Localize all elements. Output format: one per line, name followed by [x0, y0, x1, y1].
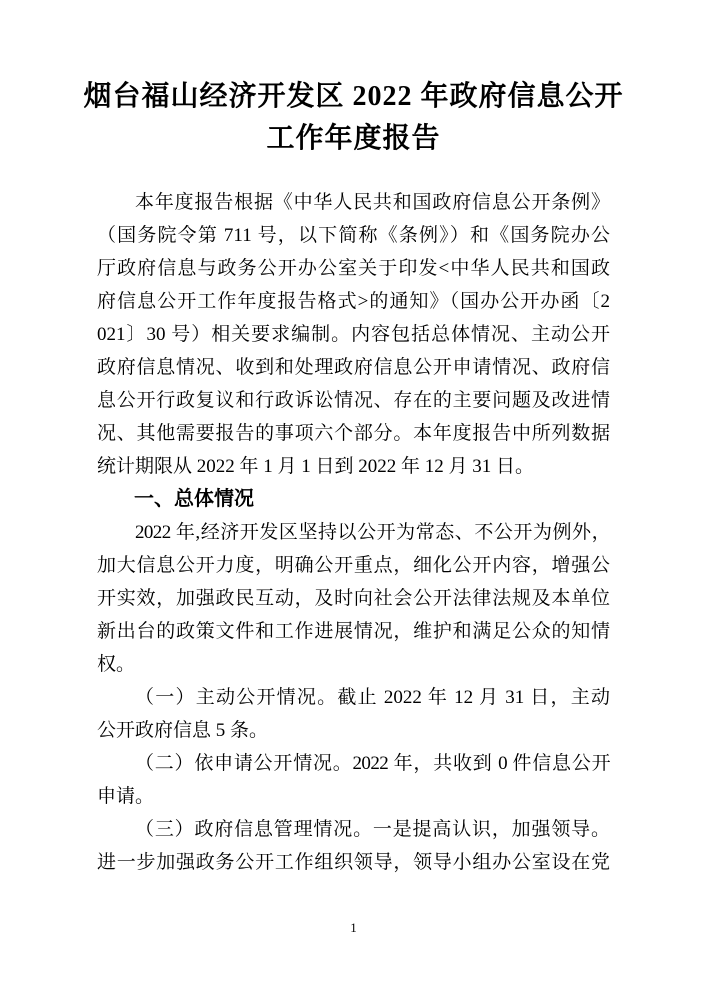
- text-line: 开实效，加强政民互动，及时向社会公开法律法规及本单位: [97, 588, 610, 609]
- page-footer: [0, 920, 707, 936]
- document-title: [0, 0, 707, 160]
- text-line: 息公开行政复议和行政诉讼情况、存在的主要问题及改进情: [97, 390, 610, 411]
- text-line: 进一步加强政务公开工作组织领导，领导小组办公室设在党: [97, 852, 610, 873]
- text-line: 况、其他需要报告的事项六个部分。本年度报告中所列数据: [97, 423, 610, 444]
- paragraph-report-basis: [97, 186, 610, 483]
- paragraph-information-management: [97, 813, 610, 879]
- paragraph-proactive-disclosure: [97, 681, 610, 747]
- text-line: （国务院令第 711 号，以下简称《条例》）和《国务院办公: [97, 225, 610, 246]
- text-line: （三）政府信息管理情况。一是提高认识，加强领导。: [135, 819, 610, 840]
- title-line-2: 工作年度报告: [266, 123, 441, 154]
- text-line: 申请。: [97, 786, 155, 807]
- text-line: 新出台的政策文件和工作进展情况，维护和满足公众的知情: [97, 621, 610, 642]
- section-heading-overall-situation: 一、总体情况: [134, 488, 254, 510]
- text-line: 政府信息情况、收到和处理政府信息公开申请情况、政府信: [97, 357, 610, 378]
- paragraph-disclosure-upon-request: [97, 747, 610, 813]
- text-line: （一）主动公开情况。截止 2022 年 12 月 31 日，主动: [135, 687, 610, 708]
- text-line: 权。: [97, 654, 136, 675]
- page-number: 1: [350, 920, 357, 935]
- text-line: 加大信息公开力度，明确公开重点，细化公开内容，增强公: [97, 555, 610, 576]
- paragraph-overall-situation: [97, 516, 610, 681]
- text-line: 本年度报告根据《中华人民共和国政府信息公开条例》: [135, 192, 610, 213]
- text-line: 公开政府信息 5 条。: [97, 720, 269, 741]
- text-line: 府信息公开工作年度报告格式>的通知》（国办公开办函〔2: [97, 291, 610, 312]
- title-line-1: 烟台福山经济开发区 2022 年政府信息公开: [83, 81, 624, 112]
- text-line: 厅政府信息与政务公开办公室关于印发<中华人民共和国政: [97, 258, 610, 279]
- text-line: 021〕30 号）相关要求编制。内容包括总体情况、主动公开: [97, 324, 610, 345]
- text-line: （二）依申请公开情况。2022 年，共收到 0 件信息公开: [135, 753, 610, 774]
- text-line: 统计期限从 2022 年 1 月 1 日到 2022 年 12 月 31 日。: [97, 456, 535, 477]
- text-line: 2022 年,经济开发区坚持以公开为常态、不公开为例外，: [135, 522, 610, 543]
- document-body: [97, 186, 610, 879]
